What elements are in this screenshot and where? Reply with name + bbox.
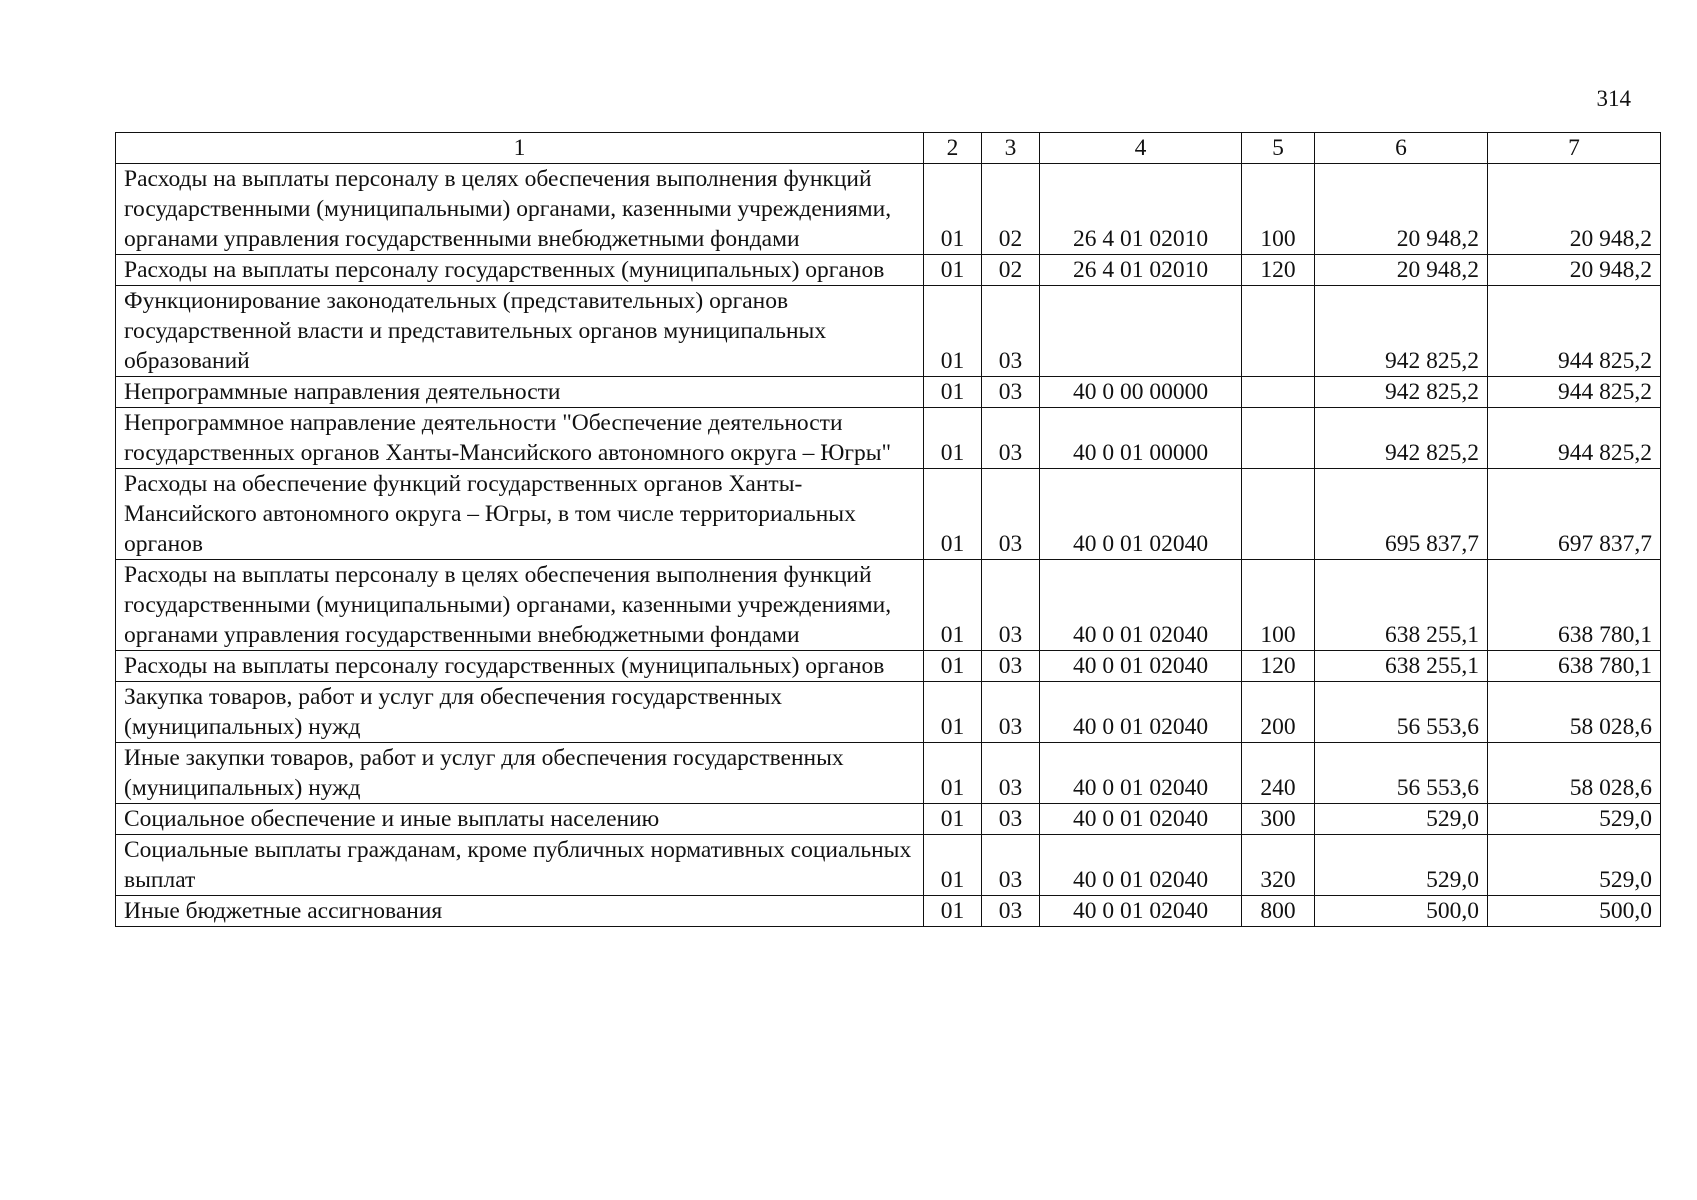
amount-year2-cell: 529,0: [1488, 835, 1661, 896]
expense-type-cell: 240: [1242, 743, 1315, 804]
table-row: [116, 469, 1661, 560]
row-name-cell: Социальные выплаты гражданам, кроме публичных нормативных социальных выплат: [116, 835, 924, 896]
row-name-cell: Расходы на выплаты персоналу в целях обеспечения выполнения функций государственными (муниципальными) органами, казенными учреждениями, органами управления государственными внебюджетными фондами: [116, 164, 924, 255]
amount-year1-cell: 529,0: [1315, 835, 1488, 896]
table-row: [116, 408, 1661, 469]
amount-year2-cell: 638 780,1: [1488, 560, 1661, 651]
expense-type-cell: 320: [1242, 835, 1315, 896]
target-article-cell: 40 0 01 02040: [1040, 835, 1242, 896]
column-header: 3: [982, 133, 1040, 164]
table-row: [116, 896, 1661, 927]
subsection-code-cell: 02: [982, 164, 1040, 255]
target-article-cell: 40 0 01 02040: [1040, 804, 1242, 835]
expense-type-cell: 120: [1242, 651, 1315, 682]
table-row: [116, 743, 1661, 804]
amount-year1-cell: 638 255,1: [1315, 560, 1488, 651]
amount-year2-cell: 944 825,2: [1488, 408, 1661, 469]
subsection-code-cell: 03: [982, 408, 1040, 469]
row-name-cell: Расходы на обеспечение функций государственных органов Ханты-Мансийского автономного округа – Югры, в том числе территориальных органов: [116, 469, 924, 560]
budget-table: [115, 132, 1661, 927]
section-code-cell: 01: [924, 286, 982, 377]
section-code-cell: 01: [924, 896, 982, 927]
expense-type-cell: 120: [1242, 255, 1315, 286]
subsection-code-cell: 03: [982, 469, 1040, 560]
column-header: 5: [1242, 133, 1315, 164]
expense-type-cell: 300: [1242, 804, 1315, 835]
table-row: [116, 682, 1661, 743]
subsection-code-cell: 03: [982, 804, 1040, 835]
expense-type-cell: 100: [1242, 560, 1315, 651]
row-name-cell: Иные закупки товаров, работ и услуг для обеспечения государственных (муниципальных) нужд: [116, 743, 924, 804]
subsection-code-cell: 03: [982, 835, 1040, 896]
subsection-code-cell: 03: [982, 651, 1040, 682]
page-number: 314: [1596, 86, 1631, 111]
target-article-cell: 40 0 01 02040: [1040, 682, 1242, 743]
amount-year2-cell: 638 780,1: [1488, 651, 1661, 682]
target-article-cell: [1040, 286, 1242, 377]
target-article-cell: 26 4 01 02010: [1040, 164, 1242, 255]
table-row: [116, 560, 1661, 651]
row-name-cell: Непрограммное направление деятельности "Обеспечение деятельности государственных органов Ханты-Мансийского автономного округа – Югры": [116, 408, 924, 469]
row-name-cell: Непрограммные направления деятельности: [116, 377, 924, 408]
amount-year2-cell: 58 028,6: [1488, 743, 1661, 804]
column-header: 6: [1315, 133, 1488, 164]
subsection-code-cell: 03: [982, 286, 1040, 377]
subsection-code-cell: 03: [982, 682, 1040, 743]
column-header: 1: [116, 133, 924, 164]
section-code-cell: 01: [924, 682, 982, 743]
table-row: [116, 164, 1661, 255]
amount-year2-cell: 20 948,2: [1488, 255, 1661, 286]
amount-year2-cell: 944 825,2: [1488, 286, 1661, 377]
target-article-cell: 40 0 01 02040: [1040, 896, 1242, 927]
header-row: [116, 133, 1661, 164]
table-row: [116, 804, 1661, 835]
table-row: [116, 835, 1661, 896]
subsection-code-cell: 03: [982, 377, 1040, 408]
section-code-cell: 01: [924, 560, 982, 651]
amount-year2-cell: 500,0: [1488, 896, 1661, 927]
row-name-cell: Расходы на выплаты персоналу в целях обеспечения выполнения функций государственными (муниципальными) органами, казенными учреждениями, органами управления государственными внебюджетными фондами: [116, 560, 924, 651]
amount-year1-cell: 500,0: [1315, 896, 1488, 927]
column-header: 2: [924, 133, 982, 164]
section-code-cell: 01: [924, 743, 982, 804]
row-name-cell: Социальное обеспечение и иные выплаты населению: [116, 804, 924, 835]
expense-type-cell: [1242, 408, 1315, 469]
column-header: 7: [1488, 133, 1661, 164]
section-code-cell: 01: [924, 835, 982, 896]
section-code-cell: 01: [924, 469, 982, 560]
expense-type-cell: [1242, 469, 1315, 560]
target-article-cell: 40 0 01 02040: [1040, 743, 1242, 804]
row-name-cell: Закупка товаров, работ и услуг для обеспечения государственных (муниципальных) нужд: [116, 682, 924, 743]
amount-year1-cell: 638 255,1: [1315, 651, 1488, 682]
amount-year1-cell: 56 553,6: [1315, 682, 1488, 743]
expense-type-cell: [1242, 377, 1315, 408]
target-article-cell: 40 0 00 00000: [1040, 377, 1242, 408]
row-name-cell: Иные бюджетные ассигнования: [116, 896, 924, 927]
section-code-cell: 01: [924, 255, 982, 286]
table-row: [116, 377, 1661, 408]
subsection-code-cell: 02: [982, 255, 1040, 286]
section-code-cell: 01: [924, 804, 982, 835]
amount-year1-cell: 20 948,2: [1315, 164, 1488, 255]
amount-year2-cell: 20 948,2: [1488, 164, 1661, 255]
section-code-cell: 01: [924, 377, 982, 408]
table-row: [116, 255, 1661, 286]
section-code-cell: 01: [924, 651, 982, 682]
section-code-cell: 01: [924, 408, 982, 469]
target-article-cell: 26 4 01 02010: [1040, 255, 1242, 286]
expense-type-cell: 200: [1242, 682, 1315, 743]
subsection-code-cell: 03: [982, 743, 1040, 804]
amount-year1-cell: 20 948,2: [1315, 255, 1488, 286]
subsection-code-cell: 03: [982, 896, 1040, 927]
row-name-cell: Расходы на выплаты персоналу государственных (муниципальных) органов: [116, 651, 924, 682]
amount-year1-cell: 56 553,6: [1315, 743, 1488, 804]
amount-year1-cell: 695 837,7: [1315, 469, 1488, 560]
amount-year2-cell: 529,0: [1488, 804, 1661, 835]
expense-type-cell: 100: [1242, 164, 1315, 255]
row-name-cell: Функционирование законодательных (представительных) органов государственной власти и представительных органов муниципальных образований: [116, 286, 924, 377]
amount-year2-cell: 697 837,7: [1488, 469, 1661, 560]
target-article-cell: 40 0 01 00000: [1040, 408, 1242, 469]
amount-year1-cell: 529,0: [1315, 804, 1488, 835]
subsection-code-cell: 03: [982, 560, 1040, 651]
target-article-cell: 40 0 01 02040: [1040, 469, 1242, 560]
row-name-cell: Расходы на выплаты персоналу государственных (муниципальных) органов: [116, 255, 924, 286]
section-code-cell: 01: [924, 164, 982, 255]
expense-type-cell: 800: [1242, 896, 1315, 927]
target-article-cell: 40 0 01 02040: [1040, 651, 1242, 682]
expense-type-cell: [1242, 286, 1315, 377]
table-row: [116, 651, 1661, 682]
amount-year1-cell: 942 825,2: [1315, 286, 1488, 377]
amount-year1-cell: 942 825,2: [1315, 408, 1488, 469]
target-article-cell: 40 0 01 02040: [1040, 560, 1242, 651]
column-header: 4: [1040, 133, 1242, 164]
amount-year2-cell: 944 825,2: [1488, 377, 1661, 408]
amount-year1-cell: 942 825,2: [1315, 377, 1488, 408]
amount-year2-cell: 58 028,6: [1488, 682, 1661, 743]
table-row: [116, 286, 1661, 377]
